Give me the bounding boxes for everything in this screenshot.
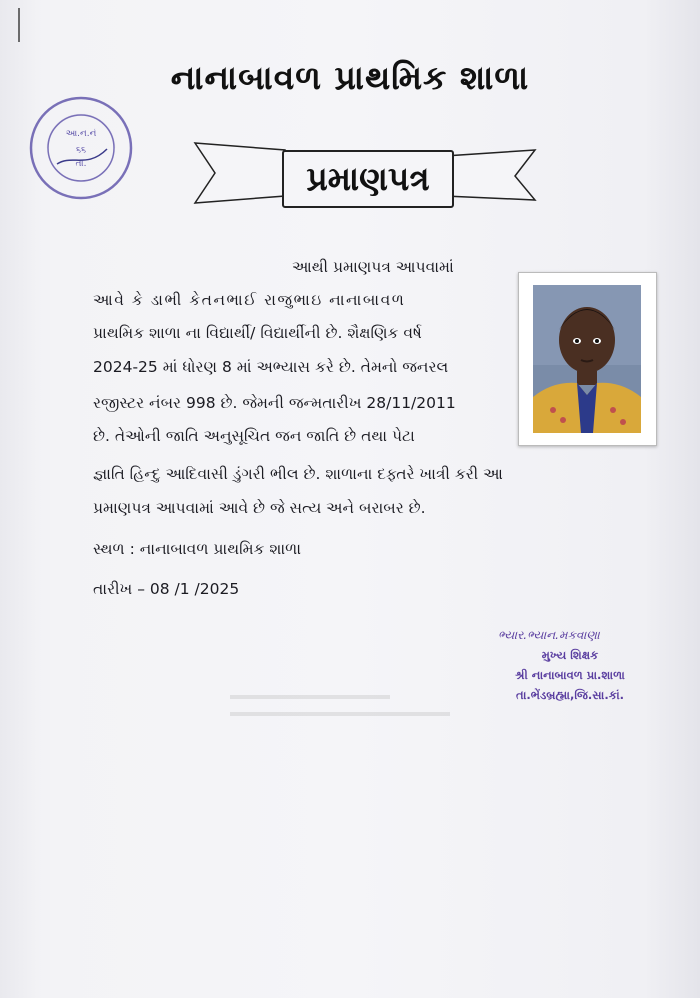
- body-line: 2024-25 માં ધોરણ 8 માં અભ્યાસ કરે છે. તેમનો જનરલ: [93, 358, 449, 376]
- svg-text:આ.ન.નં: આ.ન.નં: [65, 129, 97, 139]
- body-line: આથી પ્રમાણપત્ર આપવામાં: [292, 258, 454, 276]
- place-line: સ્થળ : નાનાબાવળ પ્રાથમિક શાળા: [93, 540, 302, 558]
- signatory-district: તા.ભેંડબ્રહ્મા,જિ.સા.કાં.: [515, 688, 625, 702]
- body-line: આવે કે ડાભી કેતનભાઈ રાજુભાઇ નાનાબાવળ: [93, 291, 406, 309]
- signatory-school: શ્રી નાનાબાવળ પ્રા.શાળા: [515, 668, 625, 682]
- body-line: છે. તેઓની જાતિ અનુસૂચિત જન જાતિ છે તથા પેટા: [93, 427, 415, 445]
- body-line: પ્રાથમિક શાળા ના વિદ્યાર્થી/ વિદ્યાર્થીની છે. શૈક્ષણિક વર્ષ: [93, 324, 422, 342]
- handwritten-signature: ભ્યાર.ભ્યાન.મકવાણા: [498, 628, 600, 642]
- school-seal-stamp: [27, 94, 135, 202]
- student-photo: [533, 285, 641, 433]
- body-line: જ્ઞાતિ હિન્દુ આદિવાસી ડુંગરી ભીલ છે. શાળાના દફ્તરે ખાત્રી કરી આ: [93, 465, 503, 483]
- date-line: તારીખ – 08 /1 /2025: [93, 580, 240, 598]
- back-page-show-through: [230, 690, 480, 730]
- certificate-heading: પ્રમાણપત્ર: [282, 150, 454, 208]
- svg-text:૬૬: ૬૬: [75, 145, 87, 155]
- signature-stamp-block: [490, 625, 650, 705]
- svg-text:તા.: તા.: [75, 159, 87, 169]
- body-line: પ્રમાણપત્ર આપવામાં આવે છે જે સત્ય અને બરાબર છે.: [93, 499, 426, 517]
- signatory-designation: મુખ્ય શિક્ષક: [541, 648, 599, 662]
- page-edge-mark: [18, 8, 20, 42]
- school-title: નાનાબાવળ પ્રાથમિક શાળા: [170, 58, 530, 97]
- body-line: રજીસ્ટર નંબર 998 છે. જેમની જન્મતારીખ 28/11/2011: [93, 394, 456, 412]
